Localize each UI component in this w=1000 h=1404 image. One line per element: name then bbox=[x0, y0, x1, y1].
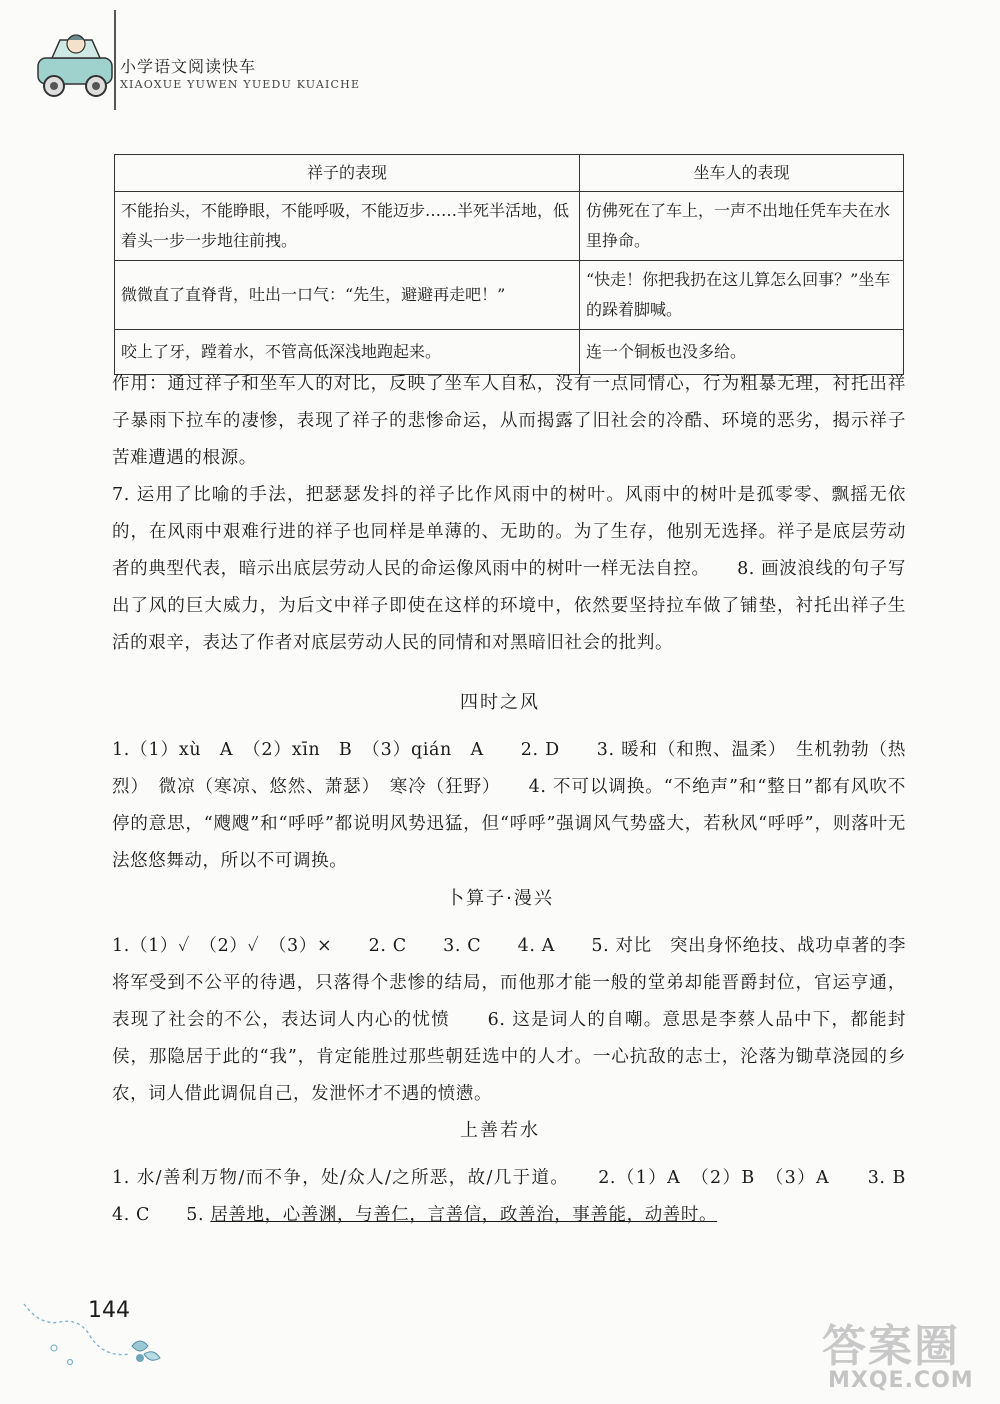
header-divider bbox=[114, 10, 116, 110]
table-cell: 连一个铜板也没多给。 bbox=[580, 330, 904, 375]
column-header: 祥子的表现 bbox=[115, 155, 580, 192]
paragraph-answers-7-8: 7. 运用了比喻的手法，把瑟瑟发抖的祥子比作风雨中的树叶。风雨中的树叶是孤零零、飘摇无依的，在风雨中艰难行进的祥子也同样是单薄的、无助的。为了生存，他别无选择。祥子是底层劳动者的典型代表，暗示出底层劳动人民的命运像风雨中的树叶一样无法自控。 8. 画波浪线的句子写出了风的巨大威力，为后文中祥子即使在这样的环境中，依然要坚持拉车做了铺垫，衬托出祥子生活的艰辛，表达了作者对底层劳动人民的同情和对黑暗旧社会的批判。 bbox=[112, 485, 906, 653]
answer-text-main: 1. 水/善利万物/而不争，处/众人/之所恶，故/几于道。 2.（1）A （2）B （3）A 3. B 4. C 5. bbox=[112, 1168, 925, 1225]
table-cell: 微微直了直脊背，吐出一口气：“先生，避避再走吧！” bbox=[115, 261, 580, 330]
table-cell: 仿佛死在了车上，一声不出地任凭车夫在水里挣命。 bbox=[580, 192, 904, 261]
table-cell: 不能抬头，不能睁眼，不能呼吸，不能迈步……半死半活地，低着头一步一步地往前拽。 bbox=[115, 192, 580, 261]
watermark bbox=[822, 1310, 992, 1400]
page-header bbox=[22, 10, 442, 105]
column-header: 坐车人的表现 bbox=[580, 155, 904, 192]
watermark-logo: 答案圈 bbox=[822, 1321, 960, 1372]
answer-text bbox=[112, 1160, 925, 1234]
section-answers bbox=[112, 732, 906, 880]
watermark-url: MXQE.COM bbox=[828, 1368, 974, 1393]
section-answers bbox=[112, 1160, 925, 1234]
section-title: 卜算子·漫兴 bbox=[446, 888, 554, 909]
table-row bbox=[115, 192, 904, 261]
table-header-row bbox=[115, 155, 904, 192]
answer-text: 1.（1）✓ （2）✓ （3）× 2. C 3. C 4. A 5. 对比 突出身怀绝技、战功卓著的李将军受到不公平的待遇，只落得个悲惨的结局，而他那才能一般的堂弟却能晋爵封位，官运亨通，表现了社会的不公，表达词人内心的忧愤 6. 这是词人的自嘲。意思是李蔡人品中下，都能封侯，那隐居于此的“我”，肯定能胜过那些朝廷选中的人才。一心抗敌的志士，沦落为锄草浇园的乡农，词人借此调侃自己，发泄怀才不遇的愤懑。 bbox=[112, 936, 906, 1104]
comparison-table bbox=[114, 154, 904, 375]
answer-block-xiangzi bbox=[112, 366, 906, 662]
answer-text: 1.（1）xù A （2）xīn B （3）qián A 2. D 3. 暖和（和煦、温柔） 生机勃勃（热烈） 微凉（寒凉、悠然、萧瑟） 寒冷（狂野） 4. 不可以调换。“不绝声”和“整日”都有风吹不停的意思，“飕飕”和“呼呼”都说明风势迅猛，但“呼呼”强调风气势盛大，若秋风“呼呼”，则落叶无法悠悠舞动，所以不可调换。 bbox=[112, 740, 906, 871]
paragraph-effect: 作用：通过祥子和坐车人的对比，反映了坐车人自私，没有一点同情心，行为粗暴无理，衬托出祥子暴雨下拉车的凄惨，表现了祥子的悲惨命运，从而揭露了旧社会的冷酷、环境的恶劣，揭示祥子苦难遭遇的根源。 bbox=[112, 374, 906, 468]
series-title-pinyin: XIAOXUE YUWEN YUEDU KUAICHE bbox=[120, 78, 361, 91]
table-cell: 咬上了牙，蹚着水，不管高低深浅地跑起来。 bbox=[115, 330, 580, 375]
section-title: 四时之风 bbox=[460, 692, 540, 713]
section-answers bbox=[112, 928, 906, 1113]
table-cell: “快走！你把我扔在这儿算怎么回事？”坐车的跺着脚喊。 bbox=[580, 261, 904, 330]
car-mascot-icon bbox=[30, 24, 120, 102]
series-title: 小学语文阅读快车 bbox=[120, 57, 257, 76]
table-row bbox=[115, 261, 904, 330]
underlined-answer: 居善地，心善渊，与善仁，言善信，政善治，事善能，动善时。 bbox=[210, 1205, 718, 1225]
page-number: 144 bbox=[88, 1298, 130, 1323]
section-title: 上善若水 bbox=[460, 1120, 540, 1141]
